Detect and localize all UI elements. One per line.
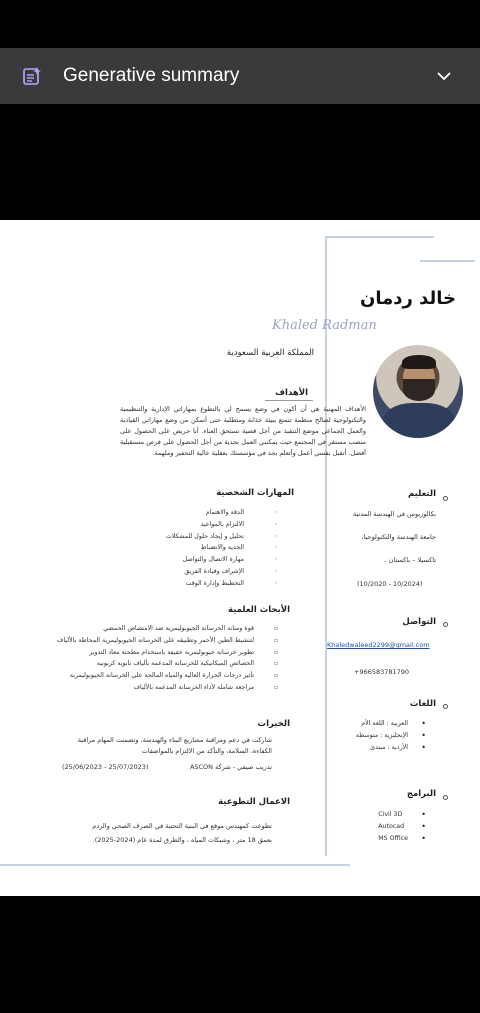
- skill-item: ◦ تحليل و إيجاد حلول للمشكلات: [166, 531, 254, 543]
- volunteer-line-1: تطوعت كمهندس موقع في البنية التحتية في الصرف الصحي والردم: [92, 822, 272, 830]
- skills-list: [166, 507, 254, 590]
- contact-email-link[interactable]: Khaledwaleed2299@gmail.com: [327, 641, 430, 649]
- software-list: [378, 809, 418, 844]
- signature: Khaled Radman: [272, 318, 377, 333]
- research-item: ▫ تطوير خرسانة جيوبوليمرية خفيفة باستخدام مطحنة معاد التدوير: [57, 647, 264, 659]
- skill-item: ◦ الإشراف وقيادة الفريق: [166, 566, 254, 578]
- languages-title: اللغات: [409, 699, 436, 709]
- education-title: التعليم: [408, 489, 436, 499]
- education-university: جامعة الهندسة والتكنولوجيا،: [361, 533, 436, 541]
- decor-line-bottom: [0, 864, 350, 866]
- research-item: ▫ لتنشيط الطين الأحمر وتطبيقه على الخرسانة الجيوبوليمرية المحاطة بالألياف: [57, 635, 264, 647]
- skill-item: ◦ الالتزام بالمواعيد: [166, 519, 254, 531]
- language-item: • الأردية : مبتدئ: [356, 742, 418, 754]
- skill-item: ◦ الدقة والاهتمام: [166, 507, 254, 519]
- avatar: [373, 345, 463, 438]
- software-item: • Civil 3D: [378, 809, 418, 821]
- software-title: البرامج: [406, 789, 436, 799]
- country: المملكة العربية السعودية: [226, 348, 314, 358]
- ai-sparkle-document-icon: [22, 66, 42, 86]
- resume-document: [0, 220, 480, 896]
- education-degree: بكالوريوس في الهندسة المدنية: [353, 510, 436, 518]
- decor-line-right: [420, 260, 475, 262]
- skills-title: المهارات الشخصية: [216, 488, 294, 498]
- generative-summary-title: Generative summary: [63, 65, 240, 86]
- education-bullet: [443, 496, 448, 501]
- experience-dates: (25/06/2023 - 25/07/2023): [62, 763, 149, 771]
- software-bullet: [443, 795, 448, 800]
- decor-line-top: [326, 236, 434, 238]
- education-dates: (10/2020 - 10/2024): [357, 580, 423, 588]
- contact-bullet: [443, 622, 448, 627]
- chevron-down-icon[interactable]: [436, 68, 452, 84]
- skill-item: ◦ التخطيط وإدارة الوقت: [166, 578, 254, 590]
- skill-item: ◦ الجدية والانضباط: [166, 542, 254, 554]
- language-item: • العربية : اللغة الأم: [356, 718, 418, 730]
- education-location: تاكسيلا – باكستان .: [384, 556, 436, 564]
- status-bar: [0, 0, 480, 48]
- viewer-background: [0, 104, 480, 220]
- research-item: ▫ تأثير درجات الحرارة العالية والمياه المالحة على الخرسانة الجيوبوليمرية: [57, 670, 264, 682]
- research-item: ▫ مراجعة شاملة لأداء الخرسانة المدعمة بالألياف: [57, 682, 264, 694]
- experience-role: تدريب صيفي - شركة ASCON: [189, 763, 272, 771]
- experience-title: الخبرات: [257, 719, 290, 729]
- languages-list: [356, 718, 418, 753]
- experience-text: شاركت في دعم ومراقبة مشاريع البناء والهندسة، وتضمنت المهام مراقبة الكفاءة، السلامة، والتأكد من الالتزام بالمواصفات: [77, 736, 272, 755]
- candidate-name: خالد ردمان: [359, 288, 456, 309]
- research-item: ▫ قوة ومتانة الخرسانة الجيوبوليمرية ضد الامتصاص الحمضي: [57, 623, 264, 635]
- languages-bullet: [443, 704, 448, 709]
- objectives-underline: [265, 400, 313, 401]
- volunteer-line-2: بعمق 18 متر ، وشبكات المياه ، والطرق لمدة عام (2024-2025).: [92, 836, 272, 844]
- viewer-background-bottom: [0, 896, 480, 1013]
- software-item: • MS Office: [378, 833, 418, 845]
- skill-item: ◦ مهارة الاتصال والتواصل: [166, 554, 254, 566]
- research-title: الأبحاث العلمية: [228, 605, 290, 615]
- software-item: • Autocad: [378, 821, 418, 833]
- volunteer-title: الاعمال التطوعية: [218, 797, 290, 807]
- contact-phone: +966583781790: [354, 668, 410, 676]
- research-list: [57, 623, 264, 694]
- research-item: ▫ الخصائص الميكانيكية للخرسانة المدعمة بألياف نانوية كربونية: [57, 658, 264, 670]
- language-item: • الإنجليزية : متوسطة: [356, 730, 418, 742]
- objectives-title: الأهداف: [275, 388, 308, 398]
- objectives-text: الأهداف المهنية هي أن أكون في وضع يسمح لي بالتطوع بمهاراتي الإدارية والتنظيمية والتكنولوجية لصالح منظمة تتمتع ببيئة جذابة ومتطلبة حتى أتمكن من وضع مهاراتي القيادية والعمل الجماعي موضع التنفيذ من أجل قضية تستحق العناء. أنا حريص على الحصول على منصب مستقر في المجتمع حيث يمكنني العمل بجدية من أجل الحصول على فرص مستقبلية أفضل. أتقبل نفسي أعمل وأتعلم بجد في مؤسستك بعقلية عالية التحفيز وملهمة.: [120, 405, 366, 457]
- contact-title: التواصل: [402, 617, 436, 627]
